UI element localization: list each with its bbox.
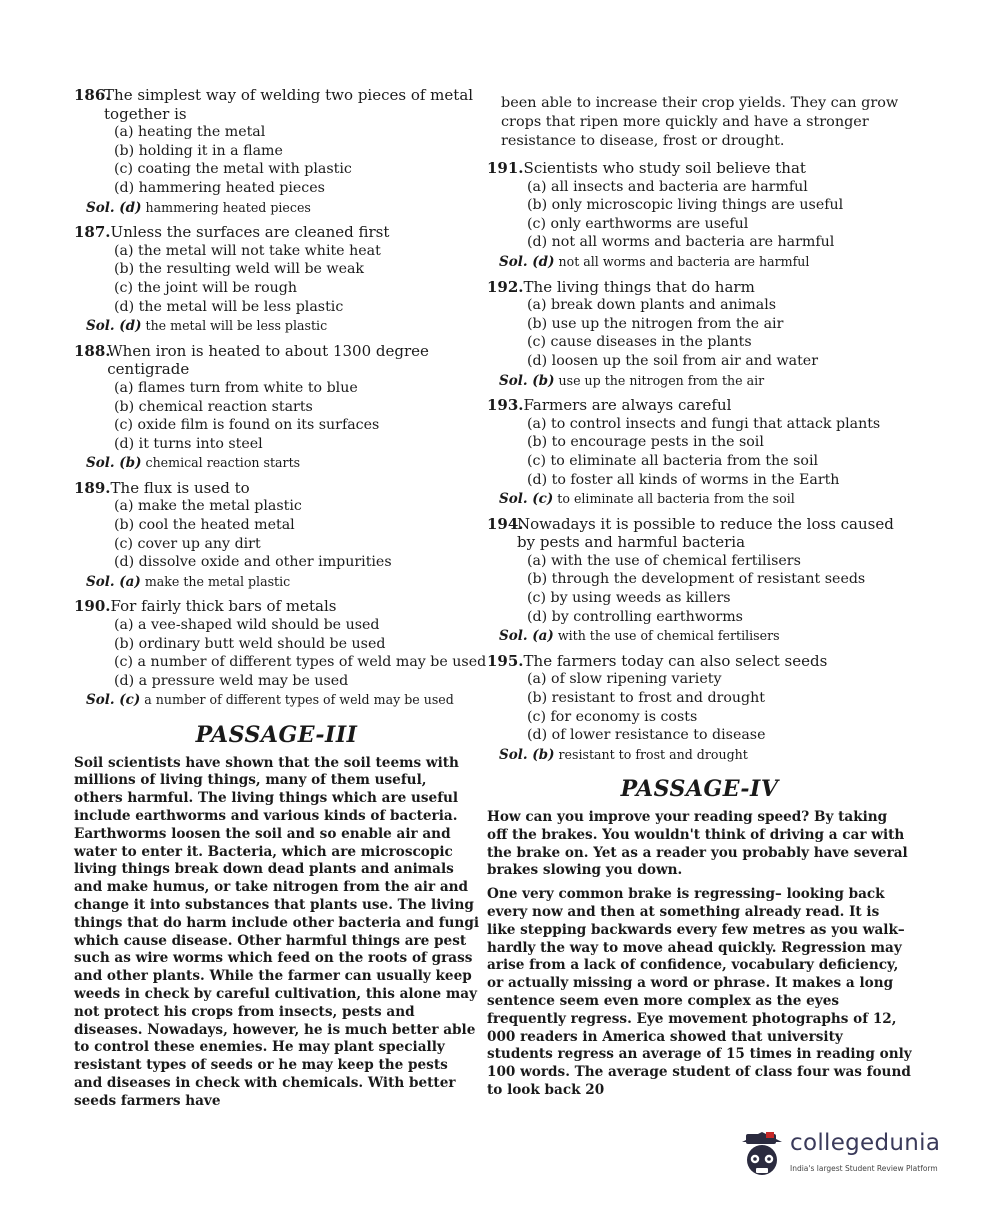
option-b: (b) only microscopic living things are useful (527, 197, 844, 214)
option-b: (b) chemical reaction starts (114, 398, 313, 415)
option-a: (a) to control insects and fungi that attack plants (527, 415, 881, 432)
option-list (74, 497, 479, 571)
solution-text: hammering heated pieces (145, 199, 311, 215)
option-c: (c) coating the metal with plastic (114, 161, 352, 178)
question-number: 192. (487, 277, 524, 296)
solution-label: Sol. (d) (86, 318, 142, 335)
question-195 (487, 652, 912, 765)
option-a: (a) with the use of chemical fertilisers (527, 552, 801, 569)
solution-label: Sol. (c) (499, 491, 554, 508)
solution-label: Sol. (a) (86, 573, 141, 590)
question-192 (487, 278, 912, 391)
question-187 (74, 223, 479, 336)
option-a: (a) all insects and bacteria are harmful (527, 178, 808, 195)
mascot-icon (740, 1130, 784, 1182)
question-number: 194. (487, 514, 524, 533)
option-d: (d) to foster all kinds of worms in the Earth (527, 471, 840, 488)
option-d: (d) it turns into steel (114, 435, 263, 452)
question-stem (487, 396, 912, 415)
question-text: When iron is heated to about 1300 degree centigrade (107, 341, 429, 379)
solution-text: use up the nitrogen from the air (558, 372, 765, 388)
option-list (487, 552, 912, 626)
passage-4-paragraph-2: One very common brake is regressing– looking back every now and then at something already read. It is like stepping backwards every few metres as you walk– hardly the way to move ahead quickly. Regression may arise from a lack of confidence, vocabulary deficiency, or actually missing a word or phrase. It makes a long sentence seem even more complex as the eyes frequently regress. Eye movement photographs of 12, 000 readers in America showed that university students regress an average of 15 times in reading only 100 words. The average student of class four was found to look back 20 (487, 886, 912, 1098)
solution-text: a number of different types of weld may be used (144, 692, 454, 708)
passage-3-title: PASSAGE-III (195, 722, 358, 748)
option-c: (c) for economy is costs (527, 708, 698, 725)
option-a: (a) a vee-shaped wild should be used (114, 617, 380, 634)
option-c: (c) by using weeds as killers (527, 590, 731, 607)
question-text: The living things that do harm (523, 277, 755, 296)
solution (74, 454, 479, 473)
option-list (74, 242, 479, 316)
question-number: 188. (74, 341, 111, 360)
option-c: (c) oxide film is found on its surfaces (114, 417, 380, 434)
question-stem (487, 159, 912, 178)
question-stem (74, 479, 479, 498)
solution-label: Sol. (b) (499, 372, 555, 389)
option-d: (d) by controlling earthworms (527, 608, 743, 625)
option-c: (c) cover up any dirt (114, 535, 261, 552)
option-b: (b) through the development of resistant seeds (527, 571, 866, 588)
option-c: (c) to eliminate all bacteria from the soil (527, 452, 819, 469)
question-stem (74, 86, 479, 123)
solution (74, 573, 479, 592)
passage-4-text (487, 809, 912, 1100)
solution-text: with the use of chemical fertilisers (557, 628, 780, 644)
option-c: (c) the joint will be rough (114, 279, 298, 296)
question-text: The farmers today can also select seeds (523, 651, 828, 670)
question-186 (74, 86, 479, 217)
logo-wordmark: collegedunia (790, 1130, 941, 1156)
option-b: (b) holding it in a flame (114, 142, 283, 159)
passage-4-paragraph-1: How can you improve your reading speed? By taking off the brakes. You wouldn't think of driving a car with the brake on. Yet as a reader you probably have several brakes slowing you down. (487, 809, 908, 879)
question-number: 193. (487, 396, 524, 415)
passage-continuation: been able to increase their crop yields. They can grow crops that ripen more quickly and have a stronger resistance to disease, frost or drought. (501, 95, 899, 149)
question-number: 195. (487, 651, 524, 670)
option-a: (a) break down plants and animals (527, 297, 777, 314)
option-list (74, 379, 479, 453)
question-188 (74, 342, 479, 473)
question-text: Scientists who study soil believe that (523, 159, 806, 177)
solution (487, 253, 912, 272)
question-stem (487, 278, 912, 297)
solution (487, 490, 912, 509)
option-b: (b) ordinary butt weld should be used (114, 635, 386, 652)
solution-text: to eliminate all bacteria from the soil (557, 491, 795, 507)
question-stem (74, 597, 479, 616)
solution-label: Sol. (c) (86, 692, 141, 709)
option-d: (d) loosen up the soil from air and water (527, 352, 818, 369)
option-d: (d) hammering heated pieces (114, 179, 325, 196)
option-list (74, 616, 487, 690)
question-number: 186. (74, 86, 111, 104)
option-a: (a) flames turn from white to blue (114, 379, 358, 396)
right-column (487, 86, 912, 1106)
logo-tagline: India's largest Student Review Platform (790, 1164, 938, 1173)
solution-label: Sol. (b) (86, 455, 142, 472)
option-list (74, 123, 479, 197)
solution (74, 199, 479, 218)
option-list (487, 178, 912, 252)
option-b: (b) the resulting weld will be weak (114, 261, 365, 278)
left-question-list (74, 86, 487, 710)
option-c: (c) cause diseases in the plants (527, 334, 752, 351)
option-b: (b) cool the heated metal (114, 517, 295, 534)
option-list (487, 415, 912, 489)
option-b: (b) to encourage pests in the soil (527, 434, 764, 451)
question-stem (487, 652, 912, 671)
question-number: 190. (74, 597, 111, 616)
option-c: (c) a number of different types of weld may be used (114, 654, 487, 671)
left-column (74, 86, 487, 1117)
question-text: The simplest way of welding two pieces of metal together is (104, 86, 474, 123)
option-a: (a) of slow ripening variety (527, 671, 722, 688)
solution (487, 746, 912, 765)
solution (487, 372, 912, 391)
question-193 (487, 396, 912, 509)
question-text: The flux is used to (110, 478, 250, 497)
solution-text: chemical reaction starts (145, 455, 301, 471)
question-194 (487, 515, 912, 646)
question-text: For fairly thick bars of metals (110, 597, 337, 616)
solution-label: Sol. (d) (499, 253, 555, 270)
solution (487, 627, 912, 646)
solution (74, 691, 479, 710)
option-d: (d) the metal will be less plastic (114, 298, 344, 315)
option-d: (d) a pressure weld may be used (114, 672, 349, 689)
question-stem (74, 223, 479, 242)
question-text: Unless the surfaces are cleaned first (110, 223, 390, 242)
question-number: 191. (487, 159, 524, 177)
solution-text: resistant to frost and drought (558, 746, 748, 762)
question-number: 189. (74, 478, 111, 497)
question-text: Farmers are always careful (523, 396, 732, 415)
passage-4-title: PASSAGE-IV (620, 776, 779, 803)
option-b: (b) resistant to frost and drought (527, 690, 765, 707)
collegedunia-logo (740, 1122, 970, 1192)
question-191 (487, 159, 912, 272)
solution-label: Sol. (d) (86, 199, 142, 216)
passage-3-text (74, 755, 479, 1111)
solution (74, 317, 479, 336)
solution-label: Sol. (b) (499, 746, 555, 763)
question-190 (74, 597, 487, 710)
solution-text: make the metal plastic (144, 573, 291, 589)
option-d: (d) of lower resistance to disease (527, 727, 766, 744)
solution-text: not all worms and bacteria are harmful (558, 253, 810, 269)
option-list (487, 670, 912, 744)
option-list (487, 296, 912, 370)
question-stem (74, 342, 479, 379)
option-c: (c) only earthworms are useful (527, 215, 749, 232)
solution-text: the metal will be less plastic (145, 318, 328, 334)
passage-3-paragraph: Soil scientists have shown that the soil teems with millions of living things, many of them useful, others harmful. The living things which are useful include earthworms and various kinds of bacteria. Earthworms loosen the soil and so enable air and water to enter it. Bacteria, which are microscopic living things break down dead plants and animals and make humus, or take nitrogen from the air and change it into substances that plants use. The living things that do harm include other bacteria and fungi which cause disease. Other harmful things are pest such as wire worms which feed on the roots of grass and other plants. While the farmer can usually keep weeds in check by careful cultivation, this alone may not protect his crops from insects, pests and diseases. Nowadays, however, he is much better able to control these enemies. He may plant specially resistant types of seeds or he may keep the pests and diseases in check with chemicals. With better seeds farmers have (74, 754, 479, 1109)
option-a: (a) heating the metal (114, 124, 266, 141)
right-question-list (487, 159, 912, 764)
option-a: (a) the metal will not take white heat (114, 242, 381, 259)
option-b: (b) use up the nitrogen from the air (527, 315, 784, 332)
option-a: (a) make the metal plastic (114, 498, 302, 515)
option-d: (d) dissolve oxide and other impurities (114, 554, 392, 571)
option-d: (d) not all worms and bacteria are harmful (527, 234, 835, 251)
solution-label: Sol. (a) (499, 628, 554, 645)
question-number: 187. (74, 223, 111, 242)
question-text: Nowadays it is possible to reduce the loss caused by pests and harmful bacteria (517, 514, 894, 552)
question-189 (74, 479, 479, 592)
question-stem (487, 515, 912, 552)
